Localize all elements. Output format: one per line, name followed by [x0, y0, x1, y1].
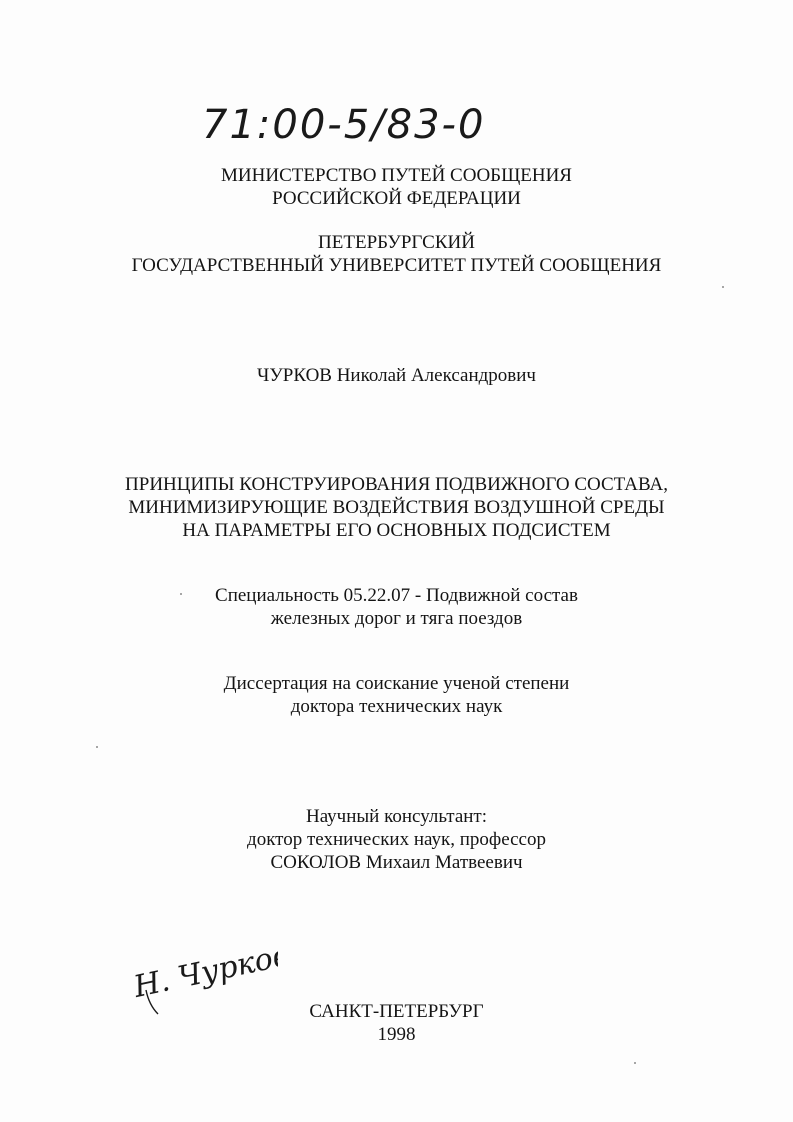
archive-code-text: 71:00-5/83-0 [202, 102, 486, 148]
city: САНКТ-ПЕТЕРБУРГ [309, 1001, 484, 1022]
specialty-line-1: Специальность 05.22.07 - Подвижной состав [215, 585, 578, 606]
title-line-1: ПРИНЦИПЫ КОНСТРУИРОВАНИЯ ПОДВИЖНОГО СОСТАВА, [125, 474, 668, 495]
scan-speck [96, 746, 98, 748]
university-line-1: ПЕТЕРБУРГСКИЙ [318, 232, 475, 253]
ministry-line-2: РОССИЙСКОЙ ФЕДЕРАЦИИ [272, 188, 521, 209]
signature-text: Н. Чурков [130, 940, 278, 1005]
degree-line-2: доктора технических наук [290, 696, 503, 717]
scan-speck [180, 593, 182, 595]
university-line-2: ГОСУДАРСТВЕННЫЙ УНИВЕРСИТЕТ ПУТЕЙ СООБЩЕНИЯ [131, 255, 662, 276]
scan-speck [722, 286, 724, 288]
year: 1998 [377, 1024, 416, 1045]
title-line-3: НА ПАРАМЕТРЫ ЕГО ОСНОВНЫХ ПОДСИСТЕМ [182, 520, 611, 541]
advisor-label: Научный консультант: [305, 806, 488, 827]
title-line-2: МИНИМИЗИРУЮЩИЕ ВОЗДЕЙСТВИЯ ВОЗДУШНОЙ СРЕДЫ [128, 497, 665, 518]
ministry-line-1: МИНИСТЕРСТВО ПУТЕЙ СООБЩЕНИЯ [221, 165, 572, 186]
author-name: ЧУРКОВ Николай Александрович [257, 365, 536, 386]
scan-speck [634, 1062, 636, 1064]
handwritten-code-drawing [198, 96, 508, 152]
advisor-credentials: доктор технических наук, профессор [247, 829, 546, 850]
advisor-name: СОКОЛОВ Михаил Матвеевич [270, 852, 523, 873]
degree-line-1: Диссертация на соискание ученой степени [223, 673, 570, 694]
specialty-line-2: железных дорог и тяга поездов [270, 608, 523, 629]
handwritten-archive-code [198, 96, 508, 152]
